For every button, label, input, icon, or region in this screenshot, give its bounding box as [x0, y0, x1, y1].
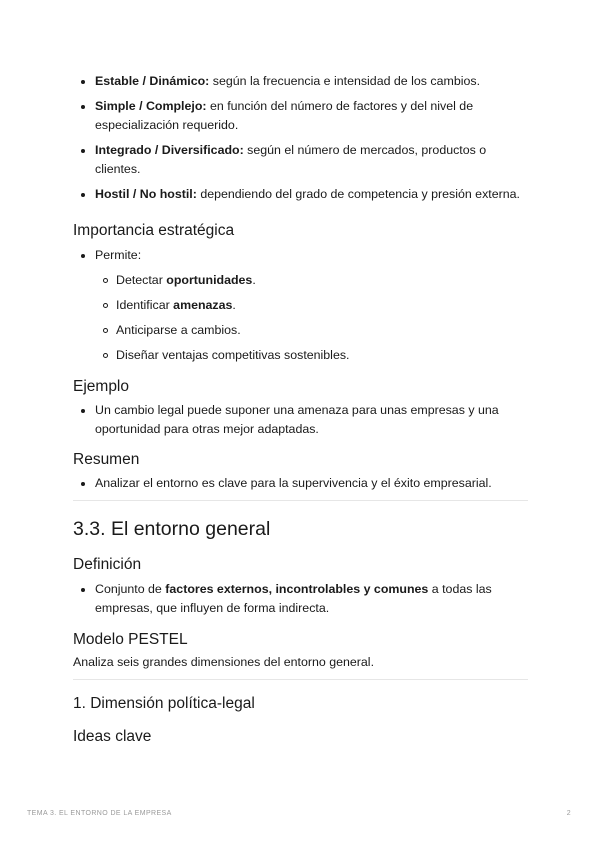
- resumen-heading: Resumen: [73, 451, 140, 468]
- criteria-list: [73, 72, 528, 204]
- importancia-sublist: [95, 271, 528, 365]
- pestel-heading: Modelo PESTEL: [73, 631, 188, 648]
- criteria-term: Integrado / Diversificado:: [95, 143, 244, 157]
- list-item: Analizar el entorno es clave para la supervivencia y el éxito empresarial.: [73, 474, 528, 493]
- criteria-text: en función del número de factores y del nivel de especialización requerido.: [95, 99, 474, 132]
- item-text: Identificar: [116, 298, 174, 312]
- criteria-term: Simple / Complejo:: [95, 99, 207, 113]
- ejemplo-list: [73, 401, 528, 439]
- criteria-term: Estable / Dinámico:: [95, 74, 210, 88]
- item-text: Diseñar ventajas competitivas sostenibles.: [116, 348, 350, 362]
- criteria-text: dependiendo del grado de competencia y presión externa.: [196, 187, 520, 201]
- item-text: .: [232, 298, 236, 312]
- importancia-list: [73, 246, 528, 365]
- list-item: [73, 72, 528, 91]
- list-item: [73, 185, 528, 204]
- item-text: Detectar: [116, 273, 167, 287]
- criteria-text: según el número de mercados, productos o clientes.: [95, 143, 487, 176]
- section-title: 3.3. El entorno general: [73, 518, 271, 540]
- list-item: [73, 580, 528, 618]
- item-text: .: [252, 273, 256, 287]
- page-content: [73, 72, 528, 747]
- sub-list-item: [95, 296, 528, 315]
- footer-title: TEMA 3. EL ENTORNO DE LA EMPRESA: [27, 810, 172, 817]
- definicion-heading: Definición: [73, 556, 142, 573]
- dimension-heading: 1. Dimensión política-legal: [73, 695, 255, 712]
- divider: [73, 679, 528, 680]
- item-bold: oportunidades: [166, 273, 253, 287]
- list-item: [73, 246, 528, 365]
- list-item: [73, 141, 528, 179]
- pestel-text: Analiza seis grandes dimensiones del entorno general.: [73, 655, 375, 669]
- criteria-text: según la frecuencia e intensidad de los cambios.: [209, 74, 481, 88]
- sub-list-item: [95, 346, 528, 365]
- item-bold: amenazas: [173, 298, 233, 312]
- resumen-list: [73, 474, 528, 493]
- list-item: Un cambio legal puede suponer una amenaza para unas empresas y una oportunidad para otras mejor adaptadas.: [73, 401, 528, 439]
- page-number: 2: [566, 810, 571, 817]
- item-text: Anticiparse a cambios.: [116, 323, 241, 337]
- importancia-heading: Importancia estratégica: [73, 222, 235, 239]
- ideas-heading: Ideas clave: [73, 728, 152, 745]
- sub-list-item: [95, 271, 528, 290]
- definicion-list: [73, 580, 528, 618]
- importancia-intro: Permite:: [95, 248, 142, 262]
- sub-list-item: [95, 321, 528, 340]
- item-text: Conjunto de: [95, 582, 166, 596]
- criteria-term: Hostil / No hostil:: [95, 187, 197, 201]
- item-text: a todas las empresas, que influyen de forma indirecta.: [95, 582, 492, 615]
- item-bold: factores externos, incontrolables y comunes: [165, 582, 429, 596]
- list-item: [73, 97, 528, 135]
- ejemplo-heading: Ejemplo: [73, 378, 129, 395]
- divider: [73, 500, 528, 501]
